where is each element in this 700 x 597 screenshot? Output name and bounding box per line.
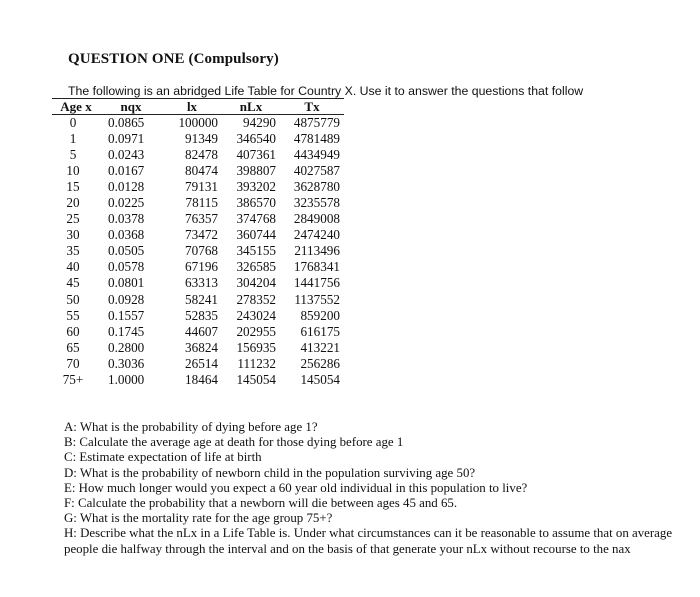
table-cell: 80474	[185, 163, 218, 179]
column-header: Tx	[280, 99, 344, 115]
table-cell: 0.1557	[108, 307, 145, 323]
table-cell: 36824	[185, 339, 218, 355]
table-cell: 2113496	[294, 243, 340, 259]
table-cell: 111232	[237, 355, 276, 371]
table-row	[52, 147, 344, 163]
table-cell: 76357	[185, 211, 218, 227]
life-table-body	[52, 115, 344, 388]
question-item: E: How much longer would you expect a 60 year old individual in this population to live?	[64, 480, 528, 495]
column-header: lx	[162, 99, 222, 115]
table-cell: 1441756	[293, 275, 340, 291]
table-cell: 0.2800	[108, 339, 145, 355]
table-cell: 3628780	[293, 179, 340, 195]
table-cell: 145054	[300, 371, 340, 387]
table-row	[52, 115, 344, 132]
table-row	[52, 131, 344, 147]
table-cell: 73472	[185, 227, 218, 243]
table-row	[52, 195, 344, 211]
table-row	[52, 308, 344, 324]
table-row	[52, 356, 344, 372]
table-row	[52, 179, 344, 195]
table-cell: 5	[69, 147, 77, 163]
table-cell: 82478	[185, 147, 218, 163]
table-cell: 100000	[178, 115, 218, 130]
life-table	[52, 98, 344, 388]
table-cell: 2849008	[293, 211, 340, 227]
question-item: B: Calculate the average age at death for those dying before age 1	[64, 435, 404, 450]
table-cell: 386570	[236, 195, 276, 211]
table-cell: 35	[66, 243, 80, 259]
table-cell: 55	[66, 307, 80, 323]
question-list	[64, 420, 689, 557]
table-cell: 0.0801	[108, 275, 145, 291]
table-cell: 326585	[236, 259, 276, 275]
table-cell: 0.0928	[108, 291, 145, 307]
table-row	[52, 372, 344, 388]
table-cell: 1137552	[294, 291, 340, 307]
question-item: C: Estimate expectation of life at birth	[64, 450, 262, 465]
life-table-header	[52, 99, 344, 115]
table-cell: 94290	[243, 115, 276, 130]
table-cell: 78115	[185, 195, 218, 211]
table-row	[52, 275, 344, 291]
table-cell: 67196	[185, 259, 218, 275]
table-cell: 40	[66, 259, 80, 275]
table-cell: 45	[66, 275, 80, 291]
table-cell: 0.1745	[108, 323, 145, 339]
question-title: QUESTION ONE (Compulsory)	[68, 51, 279, 67]
table-cell: 60	[66, 323, 80, 339]
table-cell: 374768	[236, 211, 276, 227]
question-item: F: Calculate the probability that a newborn will die between ages 45 and 65.	[64, 496, 458, 511]
table-intro: The following is an abridged Life Table for Country X. Use it to answer the questions that follow	[68, 84, 584, 98]
table-cell: 0.0971	[108, 131, 145, 147]
table-cell: 407361	[236, 147, 276, 163]
table-cell: 0.0505	[108, 243, 145, 259]
table-row	[52, 211, 344, 227]
table-cell: 65	[66, 339, 80, 355]
table-cell: 360744	[236, 227, 276, 243]
table-cell: 0	[69, 115, 77, 130]
table-cell: 18464	[185, 371, 218, 387]
table-row	[52, 324, 344, 340]
table-cell: 15	[66, 179, 80, 195]
question-item: D: What is the probability of newborn child in the population surviving age 50?	[64, 465, 476, 480]
table-cell: 44607	[185, 323, 218, 339]
table-cell: 413221	[300, 339, 340, 355]
question-item: G: What is the mortality rate for the age group 75+?	[64, 511, 333, 526]
table-row	[52, 259, 344, 275]
column-header: Age x	[52, 99, 100, 115]
table-cell: 346540	[236, 131, 276, 147]
table-cell: 20	[66, 195, 80, 211]
table-cell: 145054	[236, 371, 276, 387]
question-item: H: Describe what the nLx in a Life Table is. Under what circumstances can it be reasonable to assume that on average people die halfway through the interval and on the basis of that generate your nLx without recourse to the nax	[64, 526, 673, 556]
table-cell: 25	[66, 211, 80, 227]
table-cell: 26514	[185, 355, 218, 371]
table-cell: 243024	[236, 307, 276, 323]
table-cell: 859200	[300, 307, 340, 323]
table-cell: 0.0378	[108, 211, 145, 227]
table-row	[52, 163, 344, 179]
table-cell: 0.0167	[108, 163, 145, 179]
table-cell: 4781489	[293, 131, 340, 147]
table-cell: 75+	[62, 371, 84, 387]
table-cell: 91349	[185, 131, 218, 147]
table-cell: 0.0128	[108, 179, 145, 195]
table-cell: 616175	[300, 323, 340, 339]
table-cell: 393202	[236, 179, 276, 195]
table-row	[52, 227, 344, 243]
table-cell: 304204	[236, 275, 276, 291]
table-cell: 70	[66, 355, 80, 371]
column-header: nqx	[100, 99, 162, 115]
table-cell: 63313	[185, 275, 218, 291]
table-row	[52, 243, 344, 259]
table-row	[52, 292, 344, 308]
table-cell: 4875779	[293, 115, 340, 130]
table-cell: 4027587	[293, 163, 340, 179]
table-row	[52, 340, 344, 356]
table-cell: 0.0368	[108, 227, 145, 243]
table-cell: 1768341	[293, 259, 340, 275]
table-cell: 398807	[236, 163, 276, 179]
table-cell: 256286	[300, 355, 340, 371]
table-cell: 1.0000	[108, 371, 145, 387]
table-cell: 4434949	[293, 147, 340, 163]
table-cell: 2474240	[293, 227, 340, 243]
table-cell: 0.0578	[108, 259, 145, 275]
table-cell: 278352	[236, 291, 276, 307]
table-cell: 202955	[236, 323, 276, 339]
table-cell: 3235578	[293, 195, 340, 211]
table-cell: 156935	[236, 339, 276, 355]
table-cell: 1	[69, 131, 77, 147]
table-cell: 30	[66, 227, 80, 243]
table-cell: 70768	[185, 243, 218, 259]
table-cell: 345155	[236, 243, 276, 259]
column-header: nLx	[222, 99, 280, 115]
table-cell: 10	[66, 163, 80, 179]
table-cell: 52835	[185, 307, 218, 323]
table-cell: 0.0865	[108, 115, 145, 130]
table-cell: 0.3036	[108, 355, 145, 371]
table-cell: 0.0243	[108, 147, 145, 163]
table-cell: 58241	[185, 291, 218, 307]
question-item: A: What is the probability of dying before age 1?	[64, 420, 318, 434]
table-cell: 0.0225	[108, 195, 145, 211]
table-cell: 79131	[185, 179, 218, 195]
table-cell: 50	[66, 291, 80, 307]
